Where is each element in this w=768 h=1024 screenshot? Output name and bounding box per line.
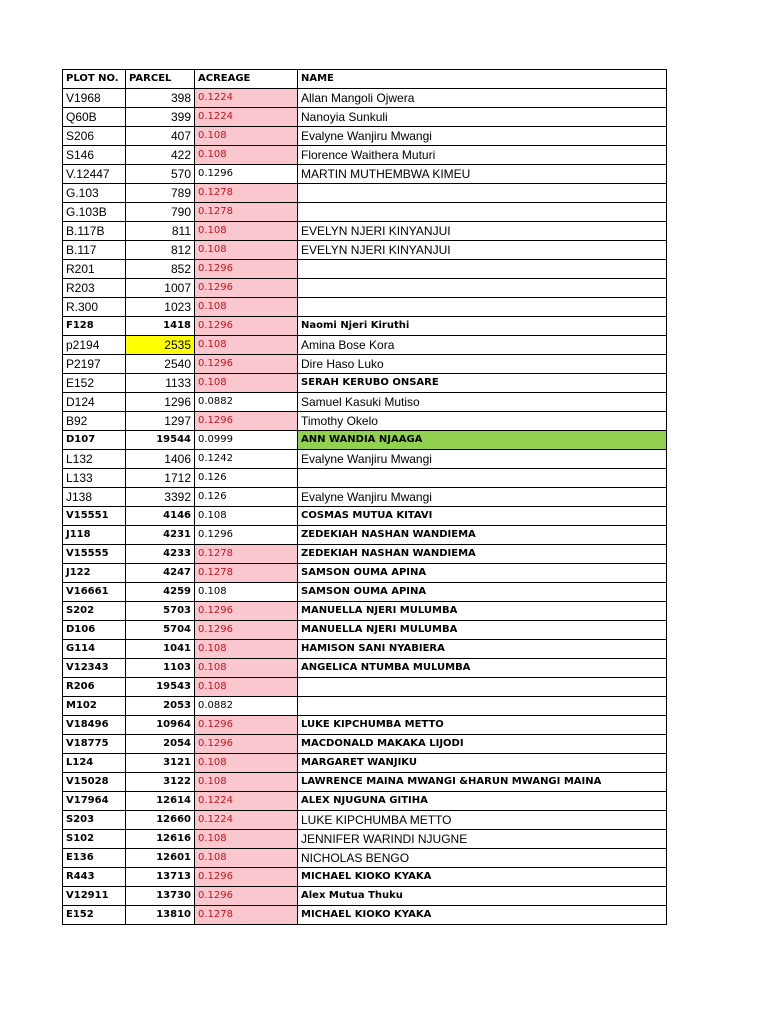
plot-no-cell: G.103 — [63, 184, 126, 203]
table-row — [63, 697, 667, 716]
owner-name-cell: ANGELICA NTUMBA MULUMBA — [298, 659, 667, 678]
parcel-cell: 2535 — [126, 336, 195, 355]
plot-no-cell: J118 — [63, 526, 126, 545]
owner-name-cell: ALEX NJUGUNA GITIHA — [298, 792, 667, 811]
plot-no-cell: R206 — [63, 678, 126, 697]
plot-no-cell: B.117B — [63, 222, 126, 241]
parcel-cell: 1103 — [126, 659, 195, 678]
plot-no-cell: V15555 — [63, 545, 126, 564]
owner-name-cell — [298, 298, 667, 317]
owner-name-cell: MICHAEL KIOKO KYAKA — [298, 906, 667, 925]
table-row — [63, 811, 667, 830]
owner-name-cell: MICHAEL KIOKO KYAKA — [298, 868, 667, 887]
plot-no-cell: E152 — [63, 374, 126, 393]
plot-no-cell: S202 — [63, 602, 126, 621]
plot-no-cell: V15028 — [63, 773, 126, 792]
owner-name-cell: EVELYN NJERI KINYANJUI — [298, 241, 667, 260]
parcel-cell: 422 — [126, 146, 195, 165]
acreage-cell: 0.1296 — [195, 735, 298, 754]
table-row — [63, 526, 667, 545]
acreage-cell: 0.1278 — [195, 184, 298, 203]
plot-no-cell: L124 — [63, 754, 126, 773]
acreage-cell: 0.1296 — [195, 526, 298, 545]
acreage-cell: 0.0882 — [195, 697, 298, 716]
table-row — [63, 336, 667, 355]
header-plot-no: PLOT NO. — [63, 70, 126, 89]
table-row — [63, 507, 667, 526]
acreage-cell: 0.1296 — [195, 165, 298, 184]
plot-table — [62, 69, 667, 925]
table-row — [63, 488, 667, 507]
table-row — [63, 659, 667, 678]
owner-name-cell: LUKE KIPCHUMBA METTO — [298, 716, 667, 735]
plot-no-cell: S146 — [63, 146, 126, 165]
plot-no-cell: S102 — [63, 830, 126, 849]
plot-no-cell: V1968 — [63, 89, 126, 108]
parcel-cell: 13713 — [126, 868, 195, 887]
acreage-cell: 0.108 — [195, 507, 298, 526]
acreage-cell: 0.1296 — [195, 868, 298, 887]
owner-name-cell: LUKE KIPCHUMBA METTO — [298, 811, 667, 830]
acreage-cell: 0.1296 — [195, 887, 298, 906]
table-row — [63, 374, 667, 393]
plot-no-cell: D124 — [63, 393, 126, 412]
plot-no-cell: Q60B — [63, 108, 126, 127]
owner-name-cell: MANUELLA NJERI MULUMBA — [298, 602, 667, 621]
parcel-cell: 12660 — [126, 811, 195, 830]
plot-no-cell: E136 — [63, 849, 126, 868]
plot-no-cell: B92 — [63, 412, 126, 431]
acreage-cell: 0.108 — [195, 336, 298, 355]
parcel-cell: 407 — [126, 127, 195, 146]
parcel-cell: 399 — [126, 108, 195, 127]
owner-name-cell: MARGARET WANJIKU — [298, 754, 667, 773]
parcel-cell: 2540 — [126, 355, 195, 374]
acreage-cell: 0.126 — [195, 488, 298, 507]
table-row — [63, 165, 667, 184]
owner-name-cell — [298, 260, 667, 279]
parcel-cell: 1406 — [126, 450, 195, 469]
parcel-cell: 13810 — [126, 906, 195, 925]
acreage-cell: 0.0882 — [195, 393, 298, 412]
plot-no-cell: J138 — [63, 488, 126, 507]
plot-no-cell: V.12447 — [63, 165, 126, 184]
plot-no-cell: B.117 — [63, 241, 126, 260]
owner-name-cell: NICHOLAS BENGO — [298, 849, 667, 868]
owner-name-cell: ZEDEKIAH NASHAN WANDIEMA — [298, 545, 667, 564]
parcel-cell: 3122 — [126, 773, 195, 792]
table-row — [63, 773, 667, 792]
header-row — [63, 70, 667, 89]
plot-no-cell: V12343 — [63, 659, 126, 678]
parcel-cell: 3392 — [126, 488, 195, 507]
plot-no-cell: L133 — [63, 469, 126, 488]
owner-name-cell: ANN WANDIA NJAAGA — [298, 431, 667, 450]
header-acreage: ACREAGE — [195, 70, 298, 89]
owner-name-cell: COSMAS MUTUA KITAVI — [298, 507, 667, 526]
parcel-cell: 812 — [126, 241, 195, 260]
plot-no-cell: V16661 — [63, 583, 126, 602]
acreage-cell: 0.1296 — [195, 602, 298, 621]
owner-name-cell: MACDONALD MAKAKA LIJODI — [298, 735, 667, 754]
acreage-cell: 0.1296 — [195, 317, 298, 336]
table-row — [63, 868, 667, 887]
owner-name-cell: EVELYN NJERI KINYANJUI — [298, 222, 667, 241]
parcel-cell: 1023 — [126, 298, 195, 317]
table-row — [63, 621, 667, 640]
table-row — [63, 450, 667, 469]
acreage-cell: 0.108 — [195, 146, 298, 165]
table-row — [63, 431, 667, 450]
parcel-cell: 570 — [126, 165, 195, 184]
parcel-cell: 1712 — [126, 469, 195, 488]
acreage-cell: 0.1296 — [195, 279, 298, 298]
parcel-cell: 790 — [126, 203, 195, 222]
owner-name-cell: Samuel Kasuki Mutiso — [298, 393, 667, 412]
table-row — [63, 355, 667, 374]
parcel-cell: 811 — [126, 222, 195, 241]
acreage-cell: 0.108 — [195, 222, 298, 241]
owner-name-cell: Allan Mangoli Ojwera — [298, 89, 667, 108]
plot-no-cell: E152 — [63, 906, 126, 925]
plot-no-cell: V18775 — [63, 735, 126, 754]
plot-no-cell: D107 — [63, 431, 126, 450]
plot-no-cell: M102 — [63, 697, 126, 716]
acreage-cell: 0.1278 — [195, 906, 298, 925]
acreage-cell: 0.108 — [195, 773, 298, 792]
parcel-cell: 789 — [126, 184, 195, 203]
table-row — [63, 887, 667, 906]
acreage-cell: 0.108 — [195, 849, 298, 868]
acreage-cell: 0.1296 — [195, 621, 298, 640]
table-header — [63, 70, 667, 89]
plot-no-cell: P2197 — [63, 355, 126, 374]
plot-no-cell: G.103B — [63, 203, 126, 222]
owner-name-cell: SAMSON OUMA APINA — [298, 583, 667, 602]
parcel-cell: 19543 — [126, 678, 195, 697]
table-row — [63, 184, 667, 203]
acreage-cell: 0.1296 — [195, 412, 298, 431]
acreage-cell: 0.1224 — [195, 108, 298, 127]
parcel-cell: 2053 — [126, 697, 195, 716]
owner-name-cell: HAMISON SANI NYABIERA — [298, 640, 667, 659]
plot-no-cell: S203 — [63, 811, 126, 830]
table-row — [63, 602, 667, 621]
acreage-cell: 0.108 — [195, 830, 298, 849]
parcel-cell: 1007 — [126, 279, 195, 298]
table-row — [63, 203, 667, 222]
owner-name-cell — [298, 697, 667, 716]
acreage-cell: 0.108 — [195, 127, 298, 146]
table-row — [63, 241, 667, 260]
plot-no-cell: R201 — [63, 260, 126, 279]
table-row — [63, 89, 667, 108]
owner-name-cell — [298, 279, 667, 298]
parcel-cell: 10964 — [126, 716, 195, 735]
table-row — [63, 108, 667, 127]
parcel-cell: 12616 — [126, 830, 195, 849]
owner-name-cell: Evalyne Wanjiru Mwangi — [298, 127, 667, 146]
acreage-cell: 0.108 — [195, 678, 298, 697]
acreage-cell: 0.108 — [195, 583, 298, 602]
parcel-cell: 1133 — [126, 374, 195, 393]
owner-name-cell: SAMSON OUMA APINA — [298, 564, 667, 583]
plot-no-cell: D106 — [63, 621, 126, 640]
plot-no-cell: V12911 — [63, 887, 126, 906]
acreage-cell: 0.108 — [195, 754, 298, 773]
parcel-cell: 13730 — [126, 887, 195, 906]
table-row — [63, 260, 667, 279]
table-row — [63, 735, 667, 754]
acreage-cell: 0.1296 — [195, 716, 298, 735]
parcel-cell: 2054 — [126, 735, 195, 754]
owner-name-cell: LAWRENCE MAINA MWANGI &HARUN MWANGI MAINA — [298, 773, 667, 792]
table-row — [63, 222, 667, 241]
owner-name-cell: Naomi Njeri Kiruthi — [298, 317, 667, 336]
plot-no-cell: R203 — [63, 279, 126, 298]
acreage-cell: 0.108 — [195, 241, 298, 260]
parcel-cell: 12601 — [126, 849, 195, 868]
table-row — [63, 906, 667, 925]
owner-name-cell: Amina Bose Kora — [298, 336, 667, 355]
table-row — [63, 583, 667, 602]
parcel-cell: 1418 — [126, 317, 195, 336]
parcel-cell: 4247 — [126, 564, 195, 583]
table-row — [63, 469, 667, 488]
owner-name-cell — [298, 678, 667, 697]
acreage-cell: 0.1224 — [195, 792, 298, 811]
table-row — [63, 317, 667, 336]
table-row — [63, 716, 667, 735]
acreage-cell: 0.1278 — [195, 564, 298, 583]
owner-name-cell: Alex Mutua Thuku — [298, 887, 667, 906]
table-row — [63, 640, 667, 659]
parcel-cell: 3121 — [126, 754, 195, 773]
table-row — [63, 412, 667, 431]
header-parcel: PARCEL — [126, 70, 195, 89]
acreage-cell: 0.1224 — [195, 811, 298, 830]
parcel-cell: 4146 — [126, 507, 195, 526]
owner-name-cell: MANUELLA NJERI MULUMBA — [298, 621, 667, 640]
owner-name-cell — [298, 469, 667, 488]
parcel-cell: 1297 — [126, 412, 195, 431]
parcel-cell: 12614 — [126, 792, 195, 811]
plot-no-cell: p2194 — [63, 336, 126, 355]
owner-name-cell: Nanoyia Sunkuli — [298, 108, 667, 127]
owner-name-cell: Dire Haso Luko — [298, 355, 667, 374]
owner-name-cell: Timothy Okelo — [298, 412, 667, 431]
plot-no-cell: L132 — [63, 450, 126, 469]
acreage-cell: 0.108 — [195, 374, 298, 393]
parcel-cell: 19544 — [126, 431, 195, 450]
plot-no-cell: V18496 — [63, 716, 126, 735]
plot-no-cell: R443 — [63, 868, 126, 887]
parcel-cell: 4259 — [126, 583, 195, 602]
plot-no-cell: V15551 — [63, 507, 126, 526]
plot-no-cell: S206 — [63, 127, 126, 146]
plot-no-cell: G114 — [63, 640, 126, 659]
header-name: NAME — [298, 70, 667, 89]
parcel-cell: 4231 — [126, 526, 195, 545]
plot-no-cell: R.300 — [63, 298, 126, 317]
table-row — [63, 545, 667, 564]
table-body — [63, 89, 667, 925]
parcel-cell: 5704 — [126, 621, 195, 640]
table-row — [63, 564, 667, 583]
acreage-cell: 0.1296 — [195, 355, 298, 374]
owner-name-cell: Evalyne Wanjiru Mwangi — [298, 488, 667, 507]
acreage-cell: 0.1224 — [195, 89, 298, 108]
acreage-cell: 0.108 — [195, 640, 298, 659]
parcel-cell: 5703 — [126, 602, 195, 621]
table-row — [63, 279, 667, 298]
owner-name-cell — [298, 184, 667, 203]
table-row — [63, 393, 667, 412]
plot-no-cell: V17964 — [63, 792, 126, 811]
table-row — [63, 792, 667, 811]
owner-name-cell: ZEDEKIAH NASHAN WANDIEMA — [298, 526, 667, 545]
acreage-cell: 0.0999 — [195, 431, 298, 450]
acreage-cell: 0.1278 — [195, 545, 298, 564]
acreage-cell: 0.126 — [195, 469, 298, 488]
owner-name-cell: Florence Waithera Muturi — [298, 146, 667, 165]
table-row — [63, 830, 667, 849]
table-row — [63, 678, 667, 697]
owner-name-cell: SERAH KERUBO ONSARE — [298, 374, 667, 393]
table-row — [63, 146, 667, 165]
acreage-cell: 0.1278 — [195, 203, 298, 222]
acreage-cell: 0.108 — [195, 659, 298, 678]
acreage-cell: 0.1242 — [195, 450, 298, 469]
parcel-cell: 1296 — [126, 393, 195, 412]
table-row — [63, 298, 667, 317]
parcel-cell: 4233 — [126, 545, 195, 564]
parcel-cell: 1041 — [126, 640, 195, 659]
parcel-cell: 398 — [126, 89, 195, 108]
plot-no-cell: F128 — [63, 317, 126, 336]
acreage-cell: 0.1296 — [195, 260, 298, 279]
parcel-cell: 852 — [126, 260, 195, 279]
table-row — [63, 127, 667, 146]
table-row — [63, 849, 667, 868]
owner-name-cell — [298, 203, 667, 222]
plot-no-cell: J122 — [63, 564, 126, 583]
owner-name-cell: JENNIFER WARINDI NJUGNE — [298, 830, 667, 849]
owner-name-cell: Evalyne Wanjiru Mwangi — [298, 450, 667, 469]
table-row — [63, 754, 667, 773]
acreage-cell: 0.108 — [195, 298, 298, 317]
owner-name-cell: MARTIN MUTHEMBWA KIMEU — [298, 165, 667, 184]
